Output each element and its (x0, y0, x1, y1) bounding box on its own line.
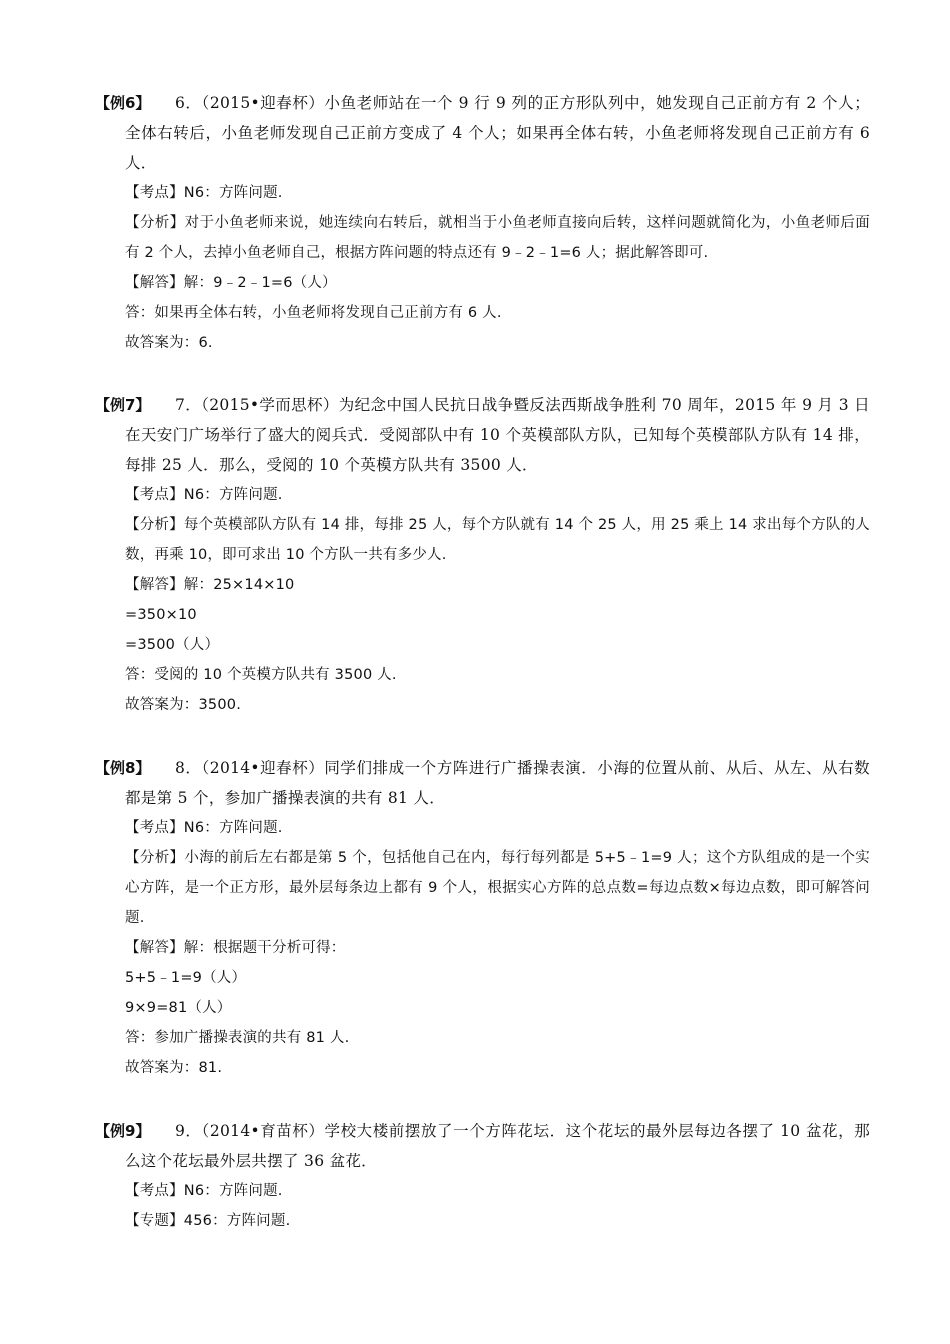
final-answer-line: 故答案为：6. (125, 335, 213, 351)
question-text: 7．（2015•学而思杯）为纪念中国人民抗日战争暨反法西斯战争胜利 70 周年，2015 年 9 月 3 日在天安门广场举行了盛大的阅兵式．受阅部队中有 10 个英模部队方队，已知每个英模部队方队有 14 排，每排 25 人．那么，受阅的 10 个英模方队共有 3500 人． (125, 396, 870, 474)
question-text: 9．（2014•育苗杯）学校大楼前摆放了一个方阵花坛．这个花坛的最外层每边各摆了 10 盆花，那么这个花坛最外层共摆了 36 盆花． (125, 1122, 870, 1170)
kaodian-line: 【考点】N6：方阵问题. (125, 487, 283, 503)
zhuanti-line: 【专题】456：方阵问题. (125, 1213, 291, 1229)
example-label: 【例9】 (95, 1122, 151, 1140)
fenxi-line: 【分析】对于小鱼老师来说，她连续向右转后，就相当于小鱼老师直接向后转，这样问题就简化为，小鱼老师后面有 2 个人，去掉小鱼老师自己，根据方阵问题的特点还有 9﹣2﹣1=6 人；据此解答即可. (125, 215, 870, 261)
example-label: 【例7】 (95, 396, 151, 414)
jieda-line: 【解答】解：根据题干分析可得： (125, 940, 346, 956)
calc-line: =3500（人） (125, 637, 220, 653)
kaodian-line: 【考点】N6：方阵问题. (125, 185, 283, 201)
answer-line: 答：参加广播操表演的共有 81 人. (125, 1030, 350, 1046)
calc-line: 9×9=81（人） (125, 1000, 232, 1016)
example-7 (95, 390, 870, 720)
jieda-line: 【解答】解：25×14×10 (125, 577, 295, 593)
fenxi-line: 【分析】每个英模部队方队有 14 排，每排 25 人，每个方队就有 14 个 25 人，用 25 乘上 14 求出每个方队的人数，再乘 10，即可求出 10 个方队一共有多少人. (125, 517, 870, 563)
fenxi-line: 【分析】小海的前后左右都是第 5 个，包括他自己在内，每行每列都是 5+5﹣1=9 人；这个方队组成的是一个实心方阵，是一个正方形，最外层每条边上都有 9 个人，根据实心方阵的总点数=每边点数×每边点数，即可解答问题. (125, 850, 870, 926)
kaodian-line: 【考点】N6：方阵问题. (125, 1183, 283, 1199)
example-6 (95, 88, 870, 358)
jieda-line: 【解答】解：9﹣2﹣1=6（人） (125, 275, 337, 291)
calc-line: 5+5﹣1=9（人） (125, 970, 247, 986)
final-answer-line: 故答案为：81. (125, 1060, 223, 1076)
example-label: 【例8】 (95, 759, 151, 777)
example-label: 【例6】 (95, 94, 151, 112)
example-9 (95, 1116, 870, 1236)
answer-line: 答：如果再全体右转，小鱼老师将发现自己正前方有 6 人. (125, 305, 502, 321)
final-answer-line: 故答案为：3500. (125, 697, 242, 713)
question-text: 8．（2014•迎春杯）同学们排成一个方阵进行广播操表演．小海的位置从前、从后、从左、从右数都是第 5 个，参加广播操表演的共有 81 人． (125, 759, 870, 807)
question-text: 6．（2015•迎春杯）小鱼老师站在一个 9 行 9 列的正方形队列中，她发现自己正前方有 2 个人；全体右转后，小鱼老师发现自己正前方变成了 4 个人；如果再全体右转，小鱼老师将发现自己正前方有 6 人． (125, 94, 870, 172)
kaodian-line: 【考点】N6：方阵问题. (125, 820, 283, 836)
answer-line: 答：受阅的 10 个英模方队共有 3500 人. (125, 667, 397, 683)
calc-line: =350×10 (125, 607, 197, 623)
example-8 (95, 753, 870, 1083)
